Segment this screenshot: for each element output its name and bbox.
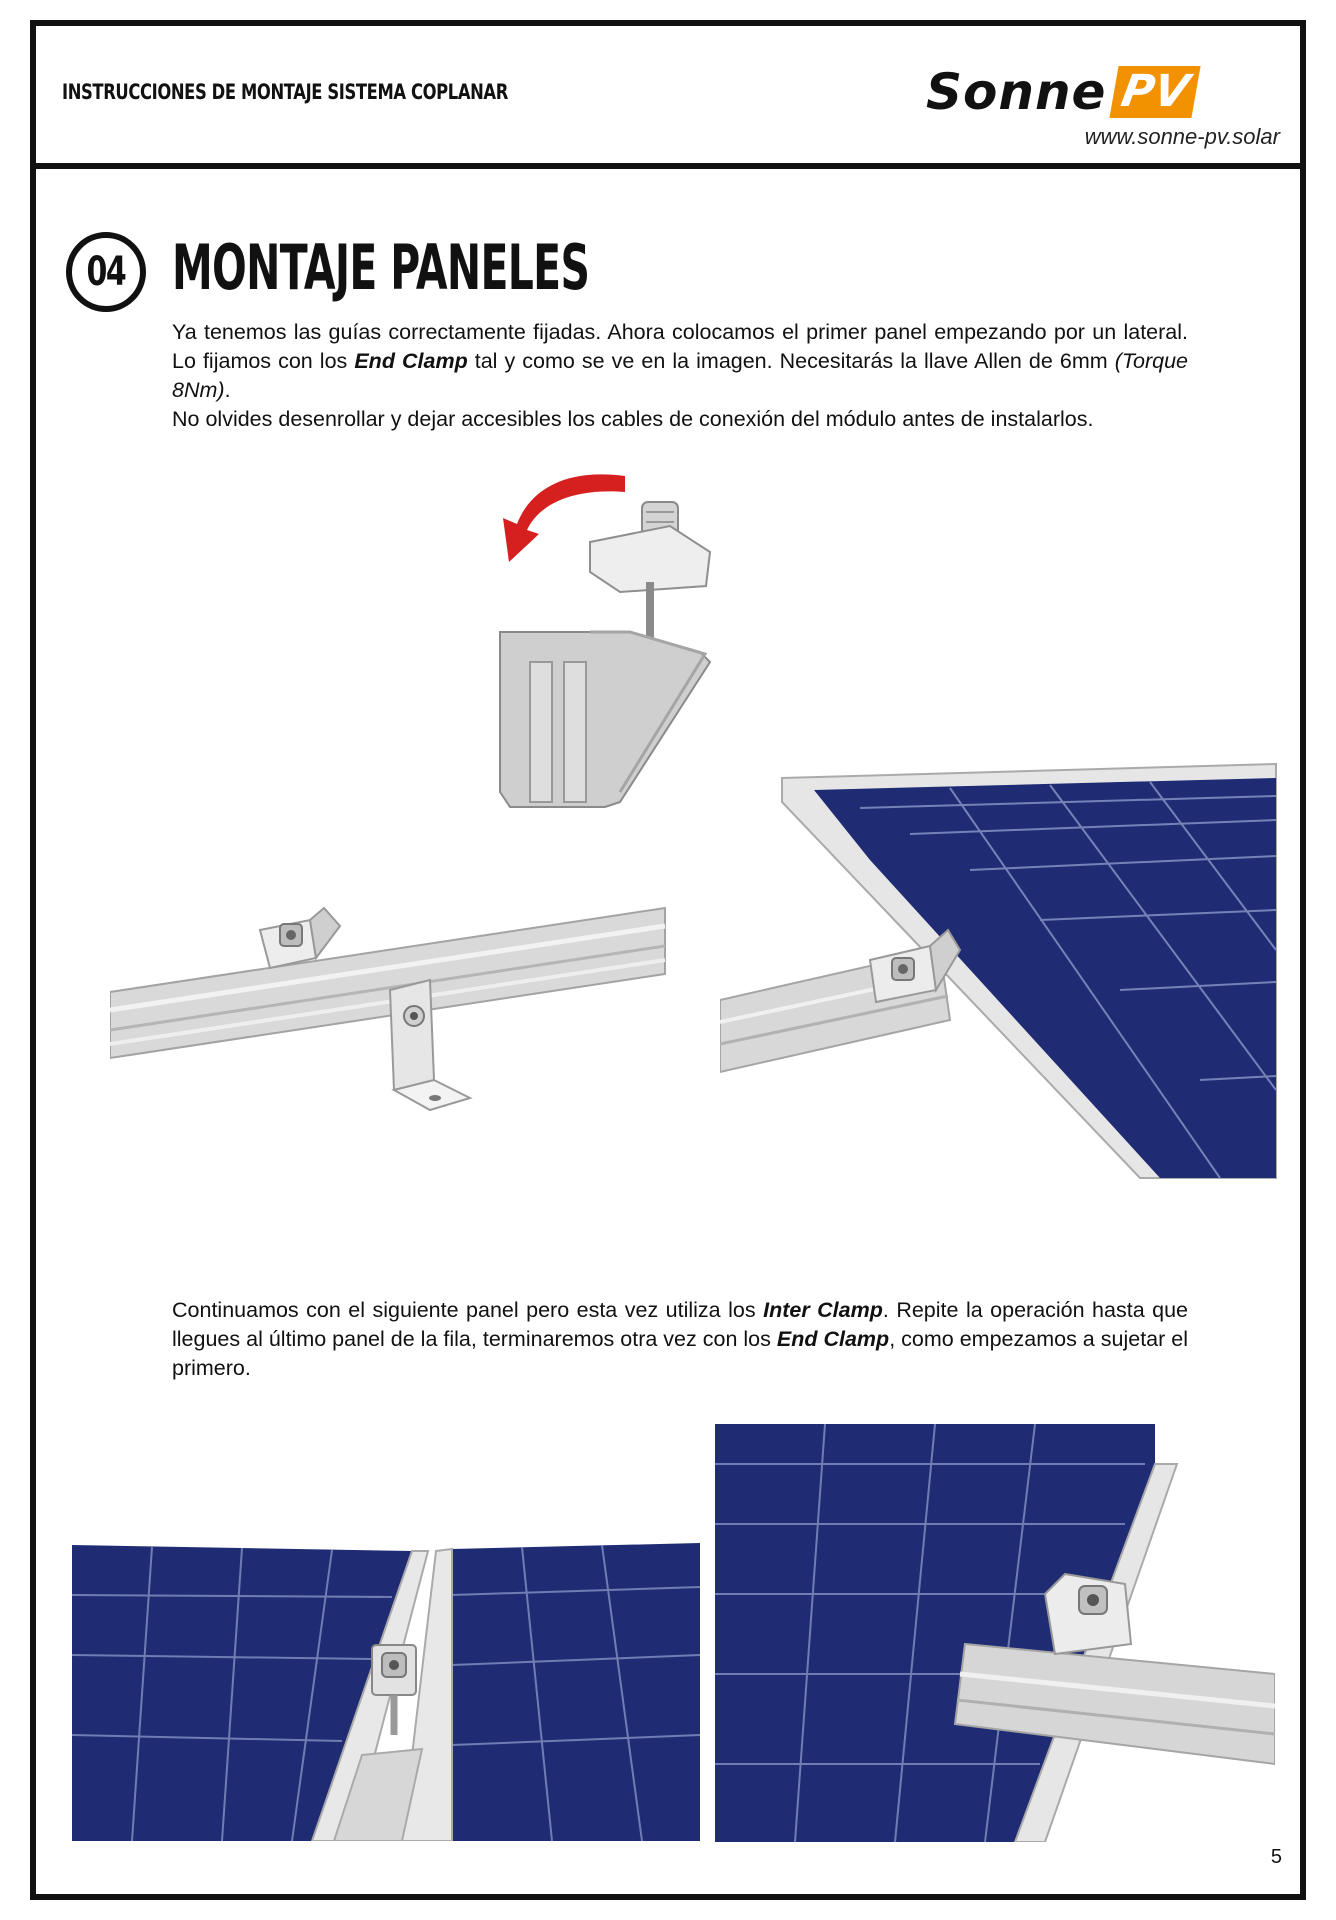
end-clamp-part — [590, 502, 710, 652]
step-number-badge — [66, 232, 146, 312]
website-url: www.sonne-pv.solar — [1084, 124, 1280, 149]
inter-clamp-paragraph — [172, 1296, 1188, 1383]
document-title: INSTRUCCIONES DE MONTAJE SISTEMA COPLANAR — [62, 80, 508, 104]
sonne-pv-logo — [926, 64, 1197, 120]
mounting-rail — [110, 908, 665, 1058]
text-run: Ya tenemos las guías correctamente fijadas. Ahora colocamos el primer panel empezando por un lateral. Lo fijamos con los — [172, 320, 1188, 373]
text-run: , como empezamos a sujetar el primero. — [172, 1327, 1189, 1380]
rail-with-end-clamp-illustration — [110, 880, 670, 1120]
logo-text-main: Sonne — [926, 63, 1107, 121]
rail-profile — [500, 632, 710, 807]
torque-note: (Torque 8Nm) — [172, 349, 1188, 402]
text-run: tal y como se ve en la imagen. Necesitarás la llave Allen de 6mm — [467, 349, 1115, 373]
text-run: Continuamos con el siguiente panel pero esta vez utiliza los — [172, 1298, 764, 1322]
end-clamp-term: End Clamp — [354, 349, 468, 373]
cables-note: No olvides desenrollar y dejar accesibles los cables de conexión del módulo antes de instalarlos. — [172, 407, 1094, 431]
page-number: 5 — [1270, 1846, 1282, 1868]
end-clamp-closeup-illustration — [715, 1424, 1275, 1842]
inter-clamp-term: Inter Clamp — [763, 1298, 883, 1322]
step-number: 04 — [86, 249, 126, 295]
end-clamp-exploded-illustration — [495, 462, 745, 812]
text-run: . — [224, 378, 231, 402]
header-divider — [30, 163, 1306, 169]
end-clamp-part — [1045, 1574, 1131, 1654]
first-panel-installed-illustration — [720, 760, 1280, 1180]
intro-paragraph — [172, 318, 1188, 434]
section-title: MONTAJE PANELES — [172, 231, 590, 304]
logo-text-accent: PV — [1110, 66, 1201, 118]
text-run: . Repite la operación hasta que llegues al último panel de la fila, terminaremos otra vez con los — [172, 1298, 1189, 1351]
end-clamp-term: End Clamp — [776, 1327, 890, 1351]
inter-clamp-between-panels-illustration — [72, 1535, 700, 1841]
